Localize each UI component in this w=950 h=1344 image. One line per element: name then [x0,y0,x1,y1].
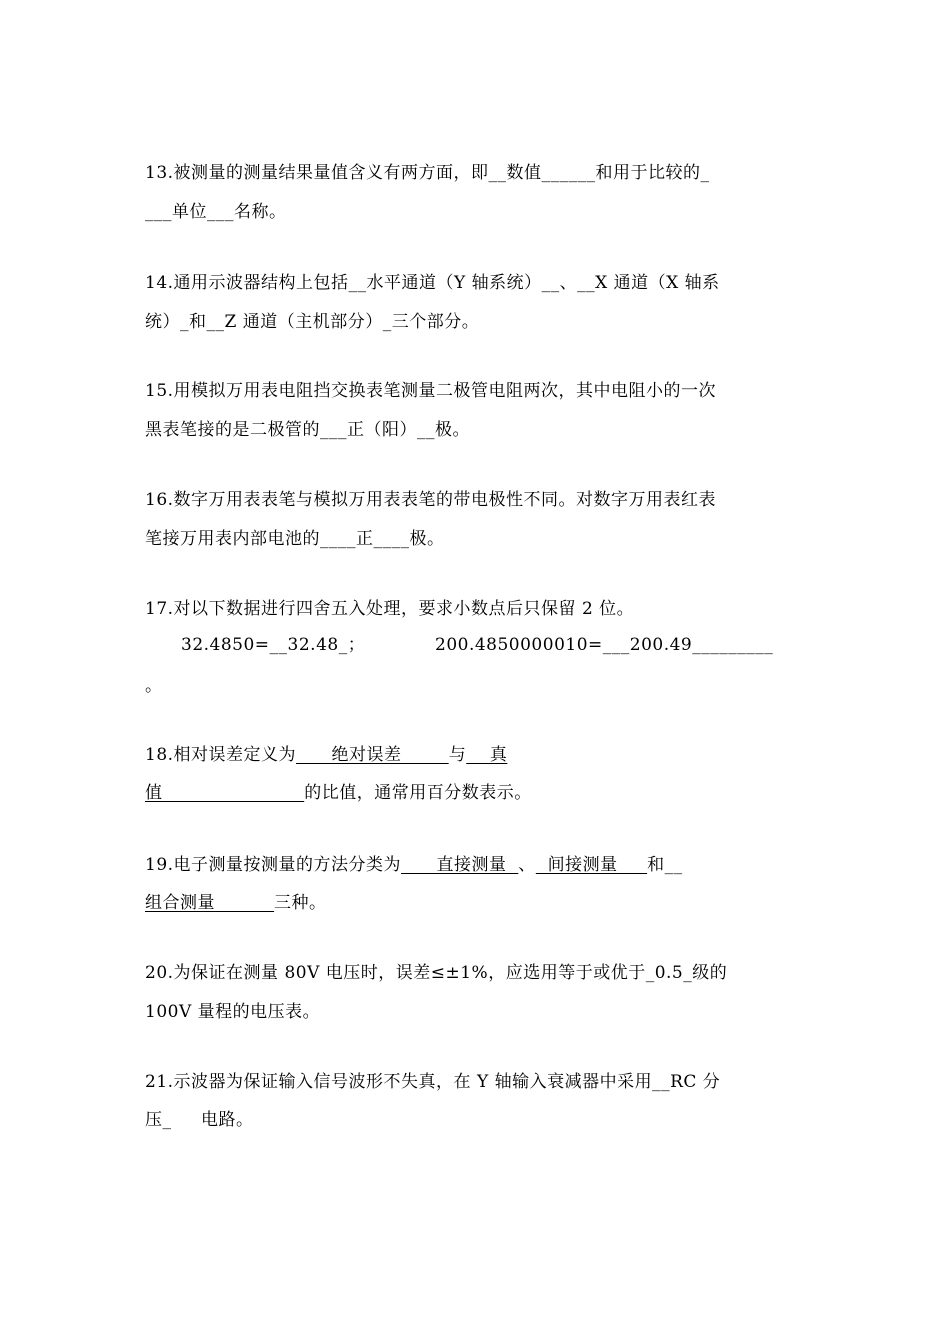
question-line: 笔接万用表内部电池的____正____极。 [145,529,445,549]
answer-blank: 值 [145,783,305,803]
question-text: 的比值，通常用百分数表示。 [304,783,532,803]
question-line [145,852,683,878]
answer-blank: 间接测量 [535,855,648,875]
question-line: 13.被测量的测量结果量值含义有两方面，即__数值______和用于比较的_ [145,163,710,183]
rounding-answer-1: 32.4850=__32.48_； [181,635,366,655]
question-line: 15.用模拟万用表电阻挡交换表笔测量二极管电阻两次，其中电阻小的一次 [145,381,717,401]
question-line [145,780,532,806]
answer-blank: __ [664,855,683,875]
question-line: 14.通用示波器结构上包括__水平通道（Y 轴系统）__、__X 通道（X 轴系 [145,273,720,293]
answer-blank: 直接测量 [401,855,519,875]
question-text: 和 [647,855,665,875]
question-line: 100V 量程的电压表。 [145,1002,321,1022]
question-line [145,890,327,916]
answer-blank: 组合测量 [145,893,275,913]
answer-blank: 真 [466,745,508,765]
question-line: 。 [145,676,163,696]
question-text: 18.相对误差定义为 [145,745,297,765]
question-line: 黑表笔接的是二极管的___正（阳）__极。 [145,420,470,440]
question-text: 与 [448,745,467,765]
question-line: 20.为保证在测量 80V 电压时，误差≤±1%，应选用等于或优于_0.5_级的 [145,963,728,983]
question-line: 16.数字万用表表笔与模拟万用表表笔的带电极性不同。对数字万用表红表 [145,490,717,510]
question-text: 、 [518,855,536,875]
question-line: 统）_和__Z 通道（主机部分）_三个部分。 [145,312,480,332]
question-text: 19.电子测量按测量的方法分类为 [145,855,402,875]
question-line: ___单位___名称。 [145,202,287,222]
question-line: 压_ 电路。 [145,1110,254,1130]
question-line: 21.示波器为保证输入信号波形不失真，在 Y 轴输入衰减器中采用__RC 分 [145,1072,721,1092]
question-line: 17.对以下数据进行四舍五入处理，要求小数点后只保留 2 位。 [145,599,635,619]
answer-blank: 绝对误差 [296,745,449,765]
rounding-answer-2: 200.4850000010=___200.49_________ [435,635,774,655]
question-line [145,742,507,768]
question-text: 三种。 [274,893,327,913]
